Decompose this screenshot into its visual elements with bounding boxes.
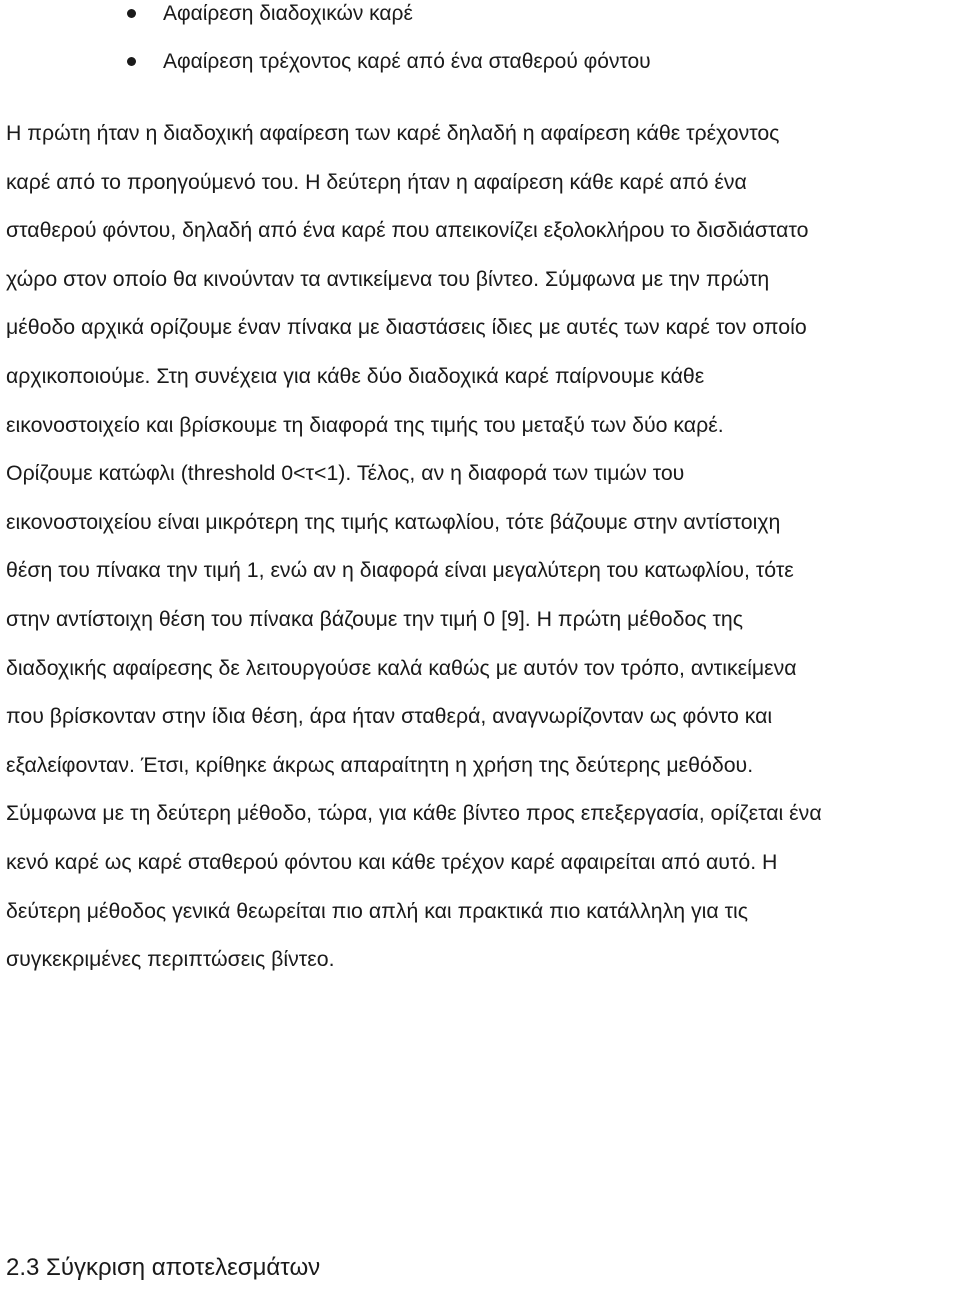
paragraph-line: θέση του πίνακα την τιμή 1, ενώ αν η διαφορά είναι μεγαλύτερη του κατωφλίου, τότε: [6, 558, 794, 583]
paragraph-line: Ορίζουμε κατώφλι (threshold 0<τ<1). Τέλος, αν η διαφορά των τιμών του: [6, 461, 685, 486]
bullet-icon: [127, 57, 136, 66]
body-paragraph: [6, 116, 958, 991]
paragraph-line: χώρο στον οποίο θα κινούνταν τα αντικείμενα του βίντεο. Σύμφωνα με την πρώτη: [6, 266, 770, 291]
paragraph-line: Σύμφωνα με τη δεύτερη μέθοδο, τώρα, για κάθε βίντεο προς επεξεργασία, ορίζεται ένα: [6, 801, 822, 826]
paragraph-line: διαδοχικής αφαίρεσης δε λειτουργούσε καλά καθώς με αυτόν τον τρόπο, αντικείμενα: [6, 655, 797, 680]
paragraph-line: μέθοδο αρχικά ορίζουμε έναν πίνακα με διαστάσεις ίδιες με αυτές των καρέ τον οποίο: [6, 315, 807, 340]
paragraph-line: καρέ από το προηγούμενό του. Η δεύτερη ήταν η αφαίρεση κάθε καρέ από ένα: [6, 169, 747, 194]
paragraph-line: στην αντίστοιχη θέση του πίνακα βάζουμε την τιμή 0 [9]. Η πρώτη μέθοδος της: [6, 606, 744, 631]
paragraph-line: κενό καρέ ως καρέ σταθερού φόντου και κάθε τρέχον καρέ αφαιρείται από αυτό. Η: [6, 849, 778, 874]
bullet-item: [0, 47, 960, 95]
bullet-text: Αφαίρεση διαδοχικών καρέ: [163, 2, 413, 25]
paragraph-line: εικονοστοιχείο και βρίσκουμε τη διαφορά της τιμής του μεταξύ των δύο καρέ.: [6, 412, 724, 437]
paragraph-line: σταθερού φόντου, δηλαδή από ένα καρέ που απεικονίζει εξολοκλήρου το δισδιάστατο: [6, 218, 809, 243]
bullet-text: Αφαίρεση τρέχοντος καρέ από ένα σταθερού φόντου: [163, 50, 651, 73]
paragraph-line: εικονοστοιχείου είναι μικρότερη της τιμής κατωφλίου, τότε βάζουμε στην αντίστοιχη: [6, 509, 781, 534]
paragraph-line: δεύτερη μέθοδος γενικά θεωρείται πιο απλή και πρακτικά πιο κατάλληλη για τις: [6, 898, 748, 923]
paragraph-line: συγκεκριμένες περιπτώσεις βίντεο.: [6, 947, 335, 972]
bullet-icon: [127, 9, 136, 18]
bullet-item: [0, 0, 960, 47]
paragraph-line: εξαλείφονταν. Έτσι, κρίθηκε άκρως απαραίτητη η χρήση της δεύτερης μεθόδου.: [6, 752, 754, 777]
paragraph-line: που βρίσκονταν στην ίδια θέση, άρα ήταν σταθερά, αναγνωρίζονταν ως φόντο και: [6, 704, 773, 729]
section-heading: 2.3 Σύγκριση αποτελεσμάτων: [6, 1254, 321, 1281]
bullet-list: [0, 0, 960, 95]
paragraph-line: Η πρώτη ήταν η διαδοχική αφαίρεση των καρέ δηλαδή η αφαίρεση κάθε τρέχοντος: [6, 121, 780, 145]
paragraph-line: αρχικοποιούμε. Στη συνέχεια για κάθε δύο διαδοχικά καρέ παίρνουμε κάθε: [6, 363, 705, 388]
